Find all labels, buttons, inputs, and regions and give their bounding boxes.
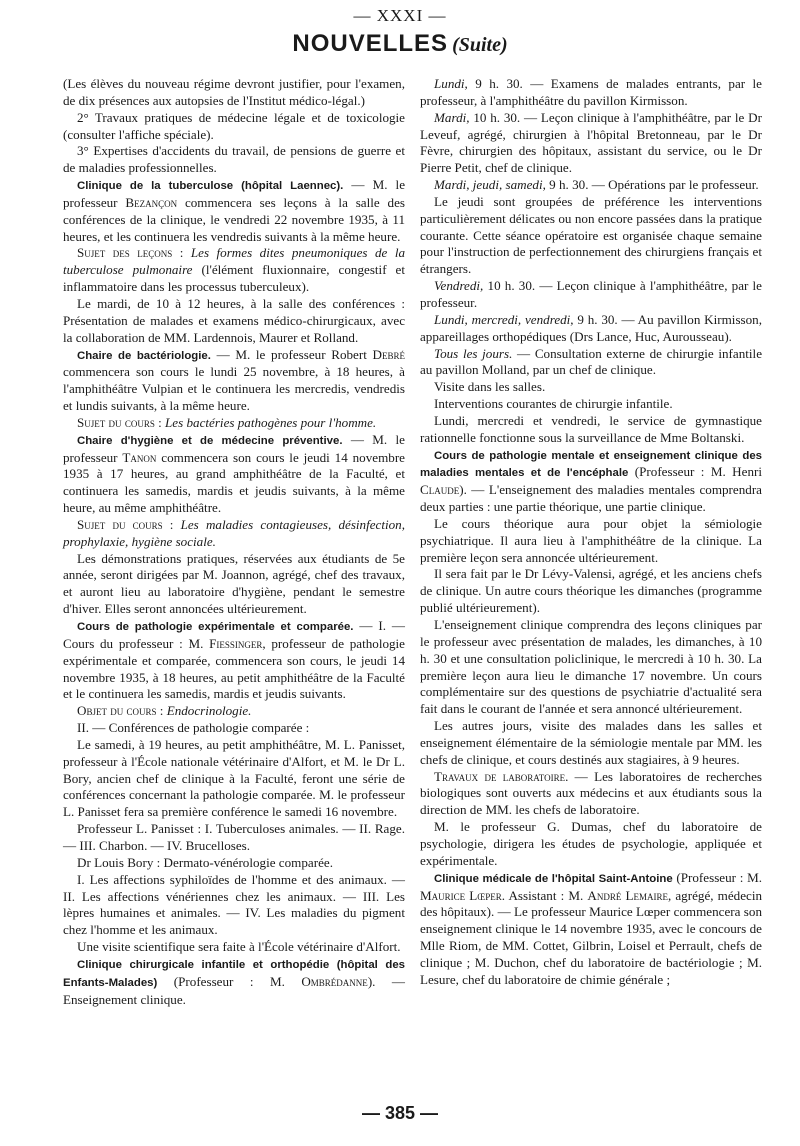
paragraph [63, 415, 405, 432]
text: (l'élément fluxionnaire, congestif et inflammatoire dans les processus tuberculeux). [63, 262, 406, 295]
subject-label: Objet du cours : [77, 703, 164, 719]
paragraph: Les démonstrations pratiques, réservées aux étudiants de 5e année, seront dirigées par M. Joannon, agrégé, chef des travaux, et auront lieu au laboratoire d'hygiène, pendant le semestre d'hiver. Elles seront annoncées ultérieurement. [63, 550, 405, 617]
page-footer-number: — 385 — [361, 1103, 439, 1123]
text: 9 h. 30. — Au pavillon Kirmisson, appareillages orthopédiques (Drs Lance, Huc, Aurousseau). [420, 311, 762, 344]
person-name: Ombrédanne [301, 973, 368, 989]
paragraph: Il sera fait par le Dr Lévy-Valensi, agrégé, et les anciens chefs de clinique. Un autre cours théorique les dimanches (programme publié ultérieurement). [420, 566, 762, 616]
person-name: Claude [420, 482, 460, 498]
subject-label: Sujet du cours : [77, 414, 162, 430]
person-name: Fiessinger [209, 635, 263, 651]
section-heading: Chaire d'hygiène et de médecine préventive. [77, 434, 343, 447]
title-suite: (Suite) [452, 34, 508, 56]
subject-label: Travaux de laboratoire. [434, 768, 569, 784]
text: 9 h. 30. — Opérations par le professeur. [545, 177, 759, 193]
right-column [420, 76, 762, 989]
section-heading: Cours de pathologie mentale et enseignement clinique des maladies mentales et de l'encéphale [420, 449, 762, 480]
section-heading: Cours de pathologie expérimentale et comparée. [77, 621, 354, 633]
subject-title: Les formes dites pneumoniques de la tuberculose pulmonaire [63, 245, 406, 278]
text: — Les laboratoires de recherches biologiques sont ouverts aux médecins et aux étudiants sous la direction de MM. les chefs de laboratoire. [420, 768, 763, 818]
text: , agrégé, médecin des hôpitaux). — Le professeur Maurice Lœper commencera son enseignement clinique le 14 novembre 1935, avec le concours de Mlle Riom, de MM. Cottet, Gilbrin, Loisel et Perrault, chefs de clinique ; M. Duchon, chef du laboratoire de bactériologie ; M. Lesure, chef du laboratoire de chimie générale ; [420, 887, 762, 987]
section-heading: Clinique chirurgicale infantile et orthopédie (hôpital des Enfants-Malades) [63, 958, 405, 989]
paragraph: Les autres jours, visite des malades dans les salles et enseignement élémentaire de la sémiologie mentale par MM. les chefs de clinique, et cours destinés aux stagiaires, à 9 heures. [420, 718, 762, 767]
paragraph [63, 245, 405, 296]
paragraph [63, 517, 405, 551]
schedule-item [420, 177, 762, 194]
schedule-day: Mardi, [434, 109, 470, 125]
paragraph: Le samedi, à 19 heures, au petit amphithéâtre, M. L. Panisset, professeur à l'École nationale vétérinaire d'Alfort, et M. le Dr L. Bory, ancien chef de clinique à la Faculté, feront une série de conférences concernant la pathologie comparée. M. le professeur L. Panisset fera sa première conférence le samedi 16 novembre. [63, 736, 405, 820]
schedule-day: Lundi, [434, 76, 468, 91]
paragraph: Visite dans les salles. [434, 379, 546, 395]
text: ). — L'enseignement des maladies mentales comprendra deux parties : une partie théorique, une partie clinique. [420, 482, 762, 515]
section-heading: Clinique de la tuberculose (hôpital Laennec). [77, 180, 344, 193]
text: , professeur de pathologie expérimentale et comparée, commencera son cours, le jeudi 14 novembre 1935, à 18 heures, au petit amphithéâtre de la Faculté et le continuera les samedis, mardis et jeudis suivants. [63, 635, 405, 702]
schedule-day: Tous les jours. [434, 345, 513, 361]
page-title [0, 30, 800, 58]
text: 10 h. 30. — Leçon clinique à l'amphithéâtre, par le Dr Leveuf, agrégé, chirurgien à l'hôpital Bretonneau, par le Dr Fèvre, chirurgien des hôpitaux, assistant du service, ou le Dr Pierre Petit, chef de clinique. [420, 109, 762, 176]
schedule-item [420, 110, 762, 177]
schedule-item [420, 278, 762, 312]
text: (Professeur : M. [157, 973, 302, 989]
schedule-day: Lundi, mercredi, vendredi, [434, 311, 574, 327]
paragraph: Professeur L. Panisset : I. Tuberculoses animales. — II. Rage. — III. Charbon. — IV. Brucelloses. [63, 821, 405, 853]
schedule-day: Vendredi, [434, 278, 484, 294]
subject-label: Sujet des leçons : [77, 245, 184, 261]
section-bacteriologie [63, 347, 405, 415]
text: — M. le professeur [63, 177, 406, 210]
text: — M. le professeur Robert [210, 346, 373, 362]
text: . Assistant : M. [501, 887, 588, 903]
person-name: Bezançon [125, 194, 178, 210]
section-hygiene [63, 432, 405, 517]
paragraph: Une visite scientifique sera faite à l'École vétérinaire d'Alfort. [77, 939, 401, 955]
section-saint-antoine [420, 870, 762, 989]
text: ). — Enseignement clinique. [63, 973, 405, 1007]
paragraph: Le mardi, de 10 à 12 heures, à la salle des conférences : Présentation de malades et examens médico-chirurgicaux, avec la collaboration de MM. Lardennois, Maurer et Rolland. [63, 295, 405, 345]
left-column [63, 76, 405, 1008]
paragraph: L'enseignement clinique comprendra des leçons cliniques par le professeur avec présentation de malades, les dimanches, à 10 h. 30 et une consultation policlinique, le mercredi à 10 h. 30. La première leçon aura lieu le dimanche 17 novembre. Un cours complémentaire sur des questions de psychiatrie d'actualité sera fait dans le courant de l'année et sera annoncé ultérieurement. [420, 617, 762, 717]
paragraph: 2° Travaux pratiques de médecine légale et de toxicologie (consulter l'affiche spéciale). [63, 109, 405, 142]
text: 10 h. 30. — Leçon clinique à l'amphithéâtre, par le professeur. [420, 278, 762, 310]
schedule-item [420, 346, 762, 380]
paragraph: 3° Expertises d'accidents du travail, de pensions de guerre et de maladies professionnelles. [63, 143, 405, 176]
title-main: NOUVELLES [292, 30, 449, 57]
text: (Professeur : M. [672, 869, 762, 885]
text: — I. — Cours du professeur : M. [63, 618, 405, 651]
text: — M. le professeur [63, 431, 405, 465]
paragraph: I. Les affections syphiloïdes de l'homme et des animaux. — II. Les affections vénériennes chez les animaux. — III. Les lèpres humaines et animales. — IV. Les maladies du pigment chez l'homme et les animaux. [63, 871, 405, 938]
subject-title: Les bactéries pathogènes pour l'homme. [161, 414, 377, 430]
section-pathologie-mentale [420, 447, 762, 516]
person-name: Tanon [122, 449, 157, 465]
text: commencera ses leçons à la salle des conférences de la clinique, le vendredi 22 novembre 1935, à 11 heures, et les continuera les vendredis suivants à la même heure. [63, 194, 405, 244]
paragraph [63, 703, 405, 720]
section-chirurgie-infantile [63, 956, 405, 1009]
text: commencera son cours le jeudi 14 novembre 1935 à 17 heures, au grand amphithéâtre de la Faculté, et continuera les samedis, mardis et jeudis suivants, à la même heure, au même amphithéâtre. [63, 449, 405, 516]
paragraph: Le cours théorique aura pour objet la sémiologie psychiatrique. Il aura lieu à l'amphithéâtre de la clinique. La première leçon sera annoncée ultérieurement. [420, 515, 762, 565]
section-tuberculose [63, 177, 405, 245]
paragraph: II. — Conférences de pathologie comparée : [77, 720, 310, 736]
paragraph: Lundi, mercredi et vendredi, le service de gymnastique rationnelle fonctionne sous la surveillance de Mme Boltanski. [420, 412, 762, 445]
schedule-item [420, 312, 762, 346]
person-name: Maurice Lœper [420, 887, 502, 903]
subject-title: Endocrinologie. [163, 703, 252, 719]
subject-label: Sujet du cours : [77, 516, 174, 532]
text: commencera son cours le lundi 25 novembre, à 18 heures, à l'amphithéâtre Vulpian et le continuera les mercredis, vendredis et lundis suivants, à la même heure. [63, 364, 405, 414]
paragraph [420, 769, 762, 820]
section-pathologie-experimentale [63, 618, 405, 703]
paragraph: (Les élèves du nouveau régime devront justifier, pour l'examen, de dix présences aux autopsies de l'Institut médico-légal.) [63, 76, 405, 108]
page-header-number: — XXXI — [353, 6, 447, 25]
paragraph: Dr Louis Bory : Dermato-vénérologie comparée. [77, 854, 333, 870]
person-name: André Lemaire [587, 887, 668, 903]
paragraph: Interventions courantes de chirurgie infantile. [434, 396, 673, 412]
section-heading: Clinique médicale de l'hôpital Saint-Antoine [434, 872, 673, 885]
text: 9 h. 30. — Examens de malades entrants, par le professeur, à l'amphithéâtre du pavillon Kirmisson. [420, 76, 762, 108]
paragraph: M. le professeur G. Dumas, chef du laboratoire de psychologie, dirigera les études de psychologie, appliquée et expérimentale. [420, 819, 762, 868]
text: (Professeur : M. Henri [628, 464, 762, 480]
schedule-day: Mardi, jeudi, samedi, [434, 177, 546, 193]
section-heading: Chaire de bactériologie. [77, 349, 211, 362]
text: — Consultation externe de chirurgie infantile au pavillon Molland, par un chef de clinique. [420, 345, 762, 378]
schedule-item [420, 76, 762, 110]
subject-title: Les maladies contagieuses, désinfection, prophylaxie, hygiène sociale. [63, 516, 405, 549]
person-name: Debré [372, 346, 405, 362]
paragraph: Le jeudi sont groupées de préférence les interventions particulièrement délicates ou non encore passées dans la pratique courante. Cette séance opératoire est organisée chaque semaine pour l'instruction de perfectionnement des chirurgiens français et étrangers. [420, 193, 762, 277]
